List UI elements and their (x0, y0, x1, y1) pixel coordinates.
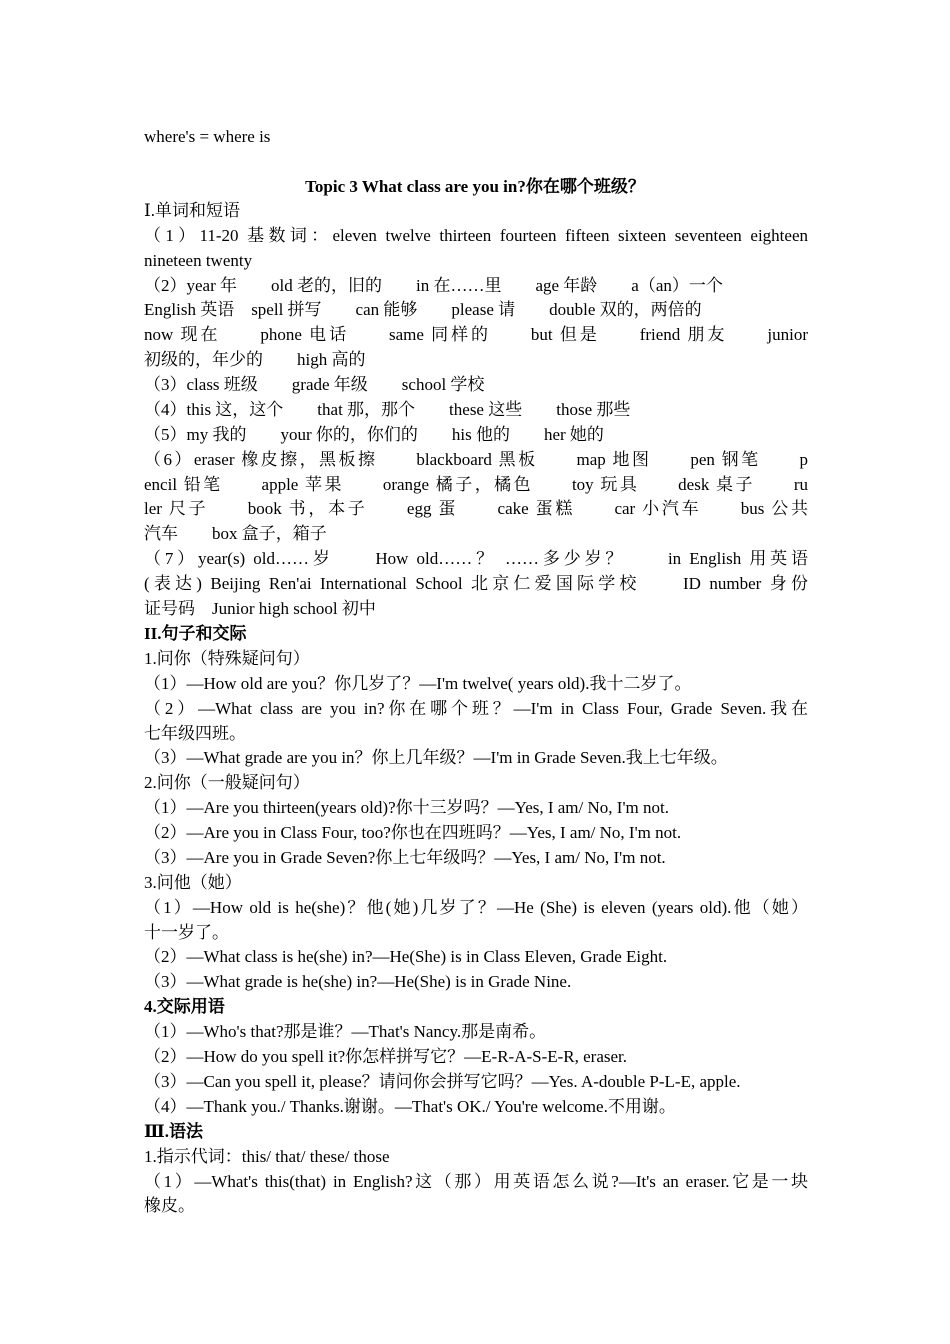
text-line: now 现在 phone 电话 same 同样的 but 但是 friend 朋友 junior (144, 325, 808, 344)
text-line: (表达) Beijing Ren'ai International School 北京仁爱国际学校 ID number 身份 (144, 574, 808, 593)
text-line: （3）—What grade are you in？你上几年级？—I'm in Grade Seven.我上七年级。 (144, 748, 728, 767)
text-line: English 英语 spell 拼写 can 能够 please 请 double 双的，两倍的 (144, 300, 702, 319)
subsection-heading: 3.问他（她） (144, 873, 242, 892)
topic-title: Topic 3 What class are you in?你在哪个班级？ (305, 177, 645, 196)
section-heading: II.句子和交际 (144, 624, 247, 643)
text-line: nineteen twenty (144, 251, 253, 270)
text-line: （1）—What's this(that) in English?这（那）用英语怎么说?—It's an eraser.它是一块 (144, 1172, 808, 1191)
text-line: 十一岁了。 (144, 923, 229, 942)
text-line: （3）—What grade is he(she) in?—He(She) is in Grade Nine. (144, 972, 572, 991)
text-line: （2）—What class are you in?你在哪个班？—I'm in Class Four, Grade Seven.我在 (144, 699, 808, 718)
section-heading: Ⅰ.单词和短语 (144, 201, 240, 220)
text-line: （4）—Thank you./ Thanks.谢谢。—That's OK./ You're welcome.不用谢。 (144, 1097, 676, 1116)
section-heading: Ⅲ.语法 (144, 1122, 203, 1141)
text-line: 汽车 box 盒子，箱子 (144, 524, 327, 543)
text-line: （5）my 我的 your 你的，你们的 his 他的 her 她的 (144, 425, 604, 444)
text-line: where's = where is (144, 127, 271, 146)
text-line: （2）—How do you spell it?你怎样拼写它？—E-R-A-S-E-R, eraser. (144, 1047, 628, 1066)
text-line: （1）—How old is he(she)？他(她)几岁了？—He (She) is eleven (years old).他（她） (144, 898, 808, 917)
text-line: （2）—Are you in Class Four, too?你也在四班吗？—Yes, I am/ No, I'm not. (144, 823, 682, 842)
subsection-heading: 4.交际用语 (144, 997, 225, 1016)
text-line: （3）—Can you spell it, please？请问你会拼写它吗？—Yes. A-double P-L-E, apple. (144, 1072, 741, 1091)
text-line: （4）this 这，这个 that 那，那个 these 这些 those 那些 (144, 400, 631, 419)
text-line: （2）year 年 old 老的，旧的 in 在……里 age 年龄 a（an）一个 (144, 276, 723, 295)
subsection-heading: 1.问你（特殊疑问句） (144, 649, 310, 668)
text-line: （1）—Are you thirteen(years old)?你十三岁吗？—Yes, I am/ No, I'm not. (144, 798, 669, 817)
subsection-heading: 1.指示代词：this/ that/ these/ those (144, 1147, 390, 1166)
text-line: 橡皮。 (144, 1196, 195, 1215)
text-line: （3）class 班级 grade 年级 school 学校 (144, 375, 485, 394)
text-line: 初级的，年少的 high 高的 (144, 350, 366, 369)
text-line: （2）—What class is he(she) in?—He(She) is in Class Eleven, Grade Eight. (144, 947, 668, 966)
text-line: （1）—How old are you？你几岁了？—I'm twelve( years old).我十二岁了。 (144, 674, 692, 693)
text-line: encil 铅笔 apple 苹果 orange 橘子，橘色 toy 玩具 desk 桌子 ru (144, 475, 808, 494)
text-line: （1）—Who's that?那是谁？—That's Nancy.那是南希。 (144, 1022, 547, 1041)
subsection-heading: 2.问你（一般疑问句） (144, 773, 310, 792)
text-line: （1）11-20 基数词：eleven twelve thirteen fourteen fifteen sixteen seventeen eighteen (144, 226, 808, 245)
text-line: ler 尺子 book 书，本子 egg 蛋 cake 蛋糕 car 小汽车 bus 公共 (144, 499, 808, 518)
text-line: 七年级四班。 (144, 724, 246, 743)
text-line: 证号码 Junior high school 初中 (144, 599, 376, 618)
text-line: （3）—Are you in Grade Seven?你上七年级吗？—Yes, I am/ No, I'm not. (144, 848, 666, 867)
text-line: （6）eraser 橡皮擦，黑板擦 blackboard 黑板 map 地图 pen 钢笔 p (144, 450, 808, 469)
text-line: （7）year(s) old……岁 How old……？ ……多少岁？ in English 用英语 (144, 549, 808, 568)
